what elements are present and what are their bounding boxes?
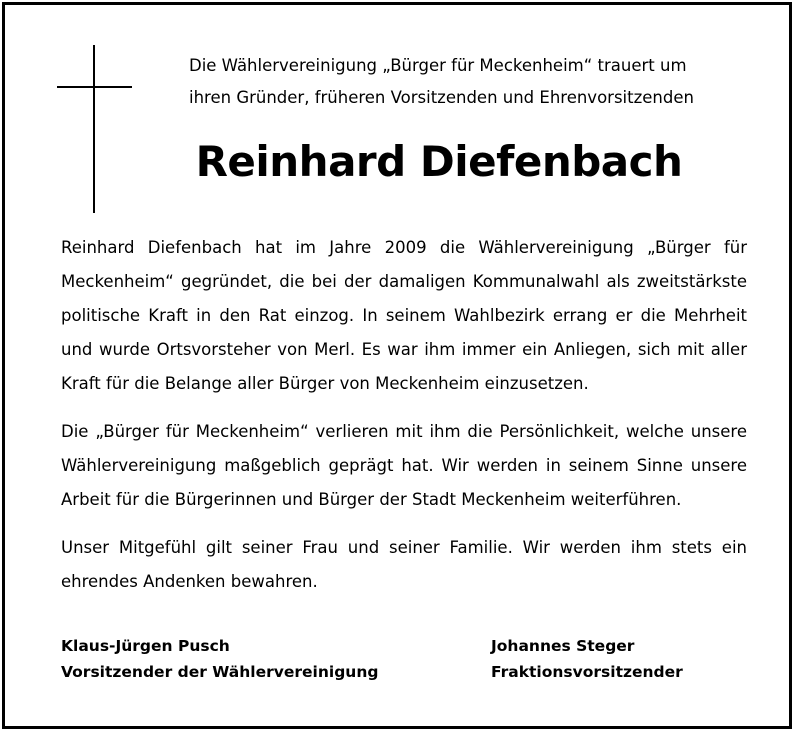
cross-vertical-bar — [93, 45, 95, 213]
paragraph-3 — [61, 531, 747, 599]
paragraph-line: Kraft für die Belange aller Bürger von Meckenheim einzusetzen. — [61, 374, 589, 393]
obituary-notice — [2, 2, 792, 729]
signature-right-name: Johannes Steger — [491, 637, 635, 655]
signature-left-title: Vorsitzender der Wählervereinigung — [61, 663, 379, 681]
paragraph-line: politische Kraft in den Rat einzog. In seinem Wahlbezirk errang er die Mehrheit — [61, 306, 747, 325]
paragraph-line: ehrendes Andenken bewahren. — [61, 572, 318, 591]
signature-left-name: Klaus-Jürgen Pusch — [61, 637, 230, 655]
signature-left — [61, 633, 378, 685]
intro-line-2: ihren Gründer, früheren Vorsitzenden und Ehrenvorsitzenden — [189, 88, 694, 107]
paragraph-1 — [61, 231, 747, 401]
paragraph-line: Wählervereinigung maßgeblich geprägt hat. Wir werden in seinem Sinne unsere — [61, 456, 747, 475]
paragraph-2 — [61, 415, 747, 517]
cross-horizontal-bar — [57, 86, 132, 88]
intro-text — [189, 50, 749, 114]
obituary-body — [61, 231, 747, 613]
paragraph-line: Reinhard Diefenbach hat im Jahre 2009 die Wählervereinigung „Bürger für — [61, 238, 747, 257]
cross-icon — [57, 45, 137, 215]
paragraph-line: und wurde Ortsvorsteher von Merl. Es war ihm immer ein Anliegen, sich mit aller — [61, 340, 747, 359]
intro-line-1: Die Wählervereinigung „Bürger für Meckenheim“ trauert um — [189, 56, 687, 75]
paragraph-line: Die „Bürger für Meckenheim“ verlieren mit ihm die Persönlichkeit, welche unsere — [61, 422, 747, 441]
paragraph-line: Unser Mitgefühl gilt seiner Frau und seiner Familie. Wir werden ihm stets ein — [61, 538, 747, 557]
signature-right-title: Fraktionsvorsitzender — [491, 663, 683, 681]
paragraph-line: Meckenheim“ gegründet, die bei der damaligen Kommunalwahl als zweitstärkste — [61, 272, 747, 291]
deceased-name: Reinhard Diefenbach — [195, 137, 683, 186]
signature-right — [491, 633, 683, 685]
paragraph-line: Arbeit für die Bürgerinnen und Bürger der Stadt Meckenheim weiterführen. — [61, 490, 682, 509]
